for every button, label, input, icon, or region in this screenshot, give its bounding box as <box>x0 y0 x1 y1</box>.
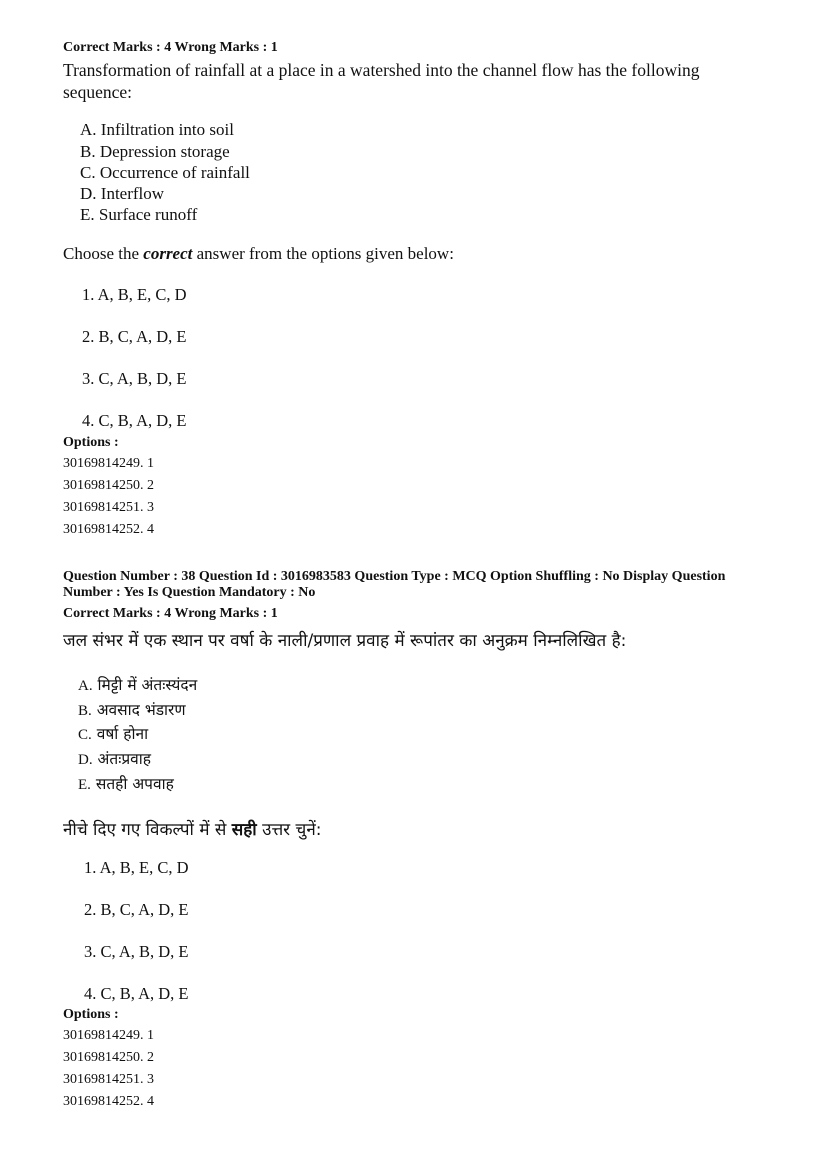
q38-answer-2: 2. B, C, A, D, E <box>84 900 189 919</box>
q37-answer-2: 2. B, C, A, D, E <box>82 327 187 346</box>
q37-choose-instruction: Choose the correct answer from the options given below: <box>63 244 454 263</box>
q37-question-line2: sequence: <box>63 82 132 102</box>
q38-options-label: Options : <box>63 1007 119 1022</box>
q37-option-2: 30169814250. 2 <box>63 478 154 493</box>
q38-statement-b: B. अवसाद भंडारण <box>78 701 186 719</box>
q37-statement-a: A. Infiltration into soil <box>80 120 234 139</box>
q38-option-1: 30169814249. 1 <box>63 1028 154 1043</box>
q38-question-hindi: जल संभर में एक स्थान पर वर्षा के नाली/प्रणाल प्रवाह में रूपांतर का अनुक्रम निम्नलिखित है: <box>63 631 627 651</box>
q38-statement-c: C. वर्षा होना <box>78 725 149 743</box>
q37-statement-d: D. Interflow <box>80 184 165 203</box>
q37-statement-c: C. Occurrence of rainfall <box>80 163 250 182</box>
q37-option-1: 30169814249. 1 <box>63 456 154 471</box>
q38-marks: Correct Marks : 4 Wrong Marks : 1 <box>63 606 278 621</box>
q37-option-4: 30169814252. 4 <box>63 522 154 537</box>
q38-answer-4: 4. C, B, A, D, E <box>84 984 189 1003</box>
q38-header-line1: Question Number : 38 Question Id : 3016983583 Question Type : MCQ Option Shuffling : No Display Question <box>63 569 726 584</box>
q38-answer-3: 3. C, A, B, D, E <box>84 942 189 961</box>
q38-answer-1: 1. A, B, E, C, D <box>84 858 189 877</box>
q37-statement-b: B. Depression storage <box>80 142 230 161</box>
q37-marks: Correct Marks : 4 Wrong Marks : 1 <box>63 40 278 55</box>
q37-answer-3: 3. C, A, B, D, E <box>82 369 187 388</box>
q38-statement-e: E. सतही अपवाह <box>78 775 174 793</box>
q37-question-line1: Transformation of rainfall at a place in a watershed into the channel flow has the following <box>63 60 700 80</box>
q38-header-line2: Number : Yes Is Question Mandatory : No <box>63 585 316 600</box>
q38-statement-a: A. मिट्टी में अंतःस्यंदन <box>78 676 198 694</box>
q38-option-3: 30169814251. 3 <box>63 1072 154 1087</box>
q37-answer-4: 4. C, B, A, D, E <box>82 411 187 430</box>
q37-options-label: Options : <box>63 435 119 450</box>
q37-answer-1: 1. A, B, E, C, D <box>82 285 187 304</box>
q38-option-4: 30169814252. 4 <box>63 1094 154 1109</box>
q38-option-2: 30169814250. 2 <box>63 1050 154 1065</box>
q38-statement-d: D. अंतःप्रवाह <box>78 750 152 768</box>
q38-choose-instruction: नीचे दिए गए विकल्पों में से सही उत्तर चुनें: <box>63 820 322 840</box>
q37-option-3: 30169814251. 3 <box>63 500 154 515</box>
q37-statement-e: E. Surface runoff <box>80 205 198 224</box>
